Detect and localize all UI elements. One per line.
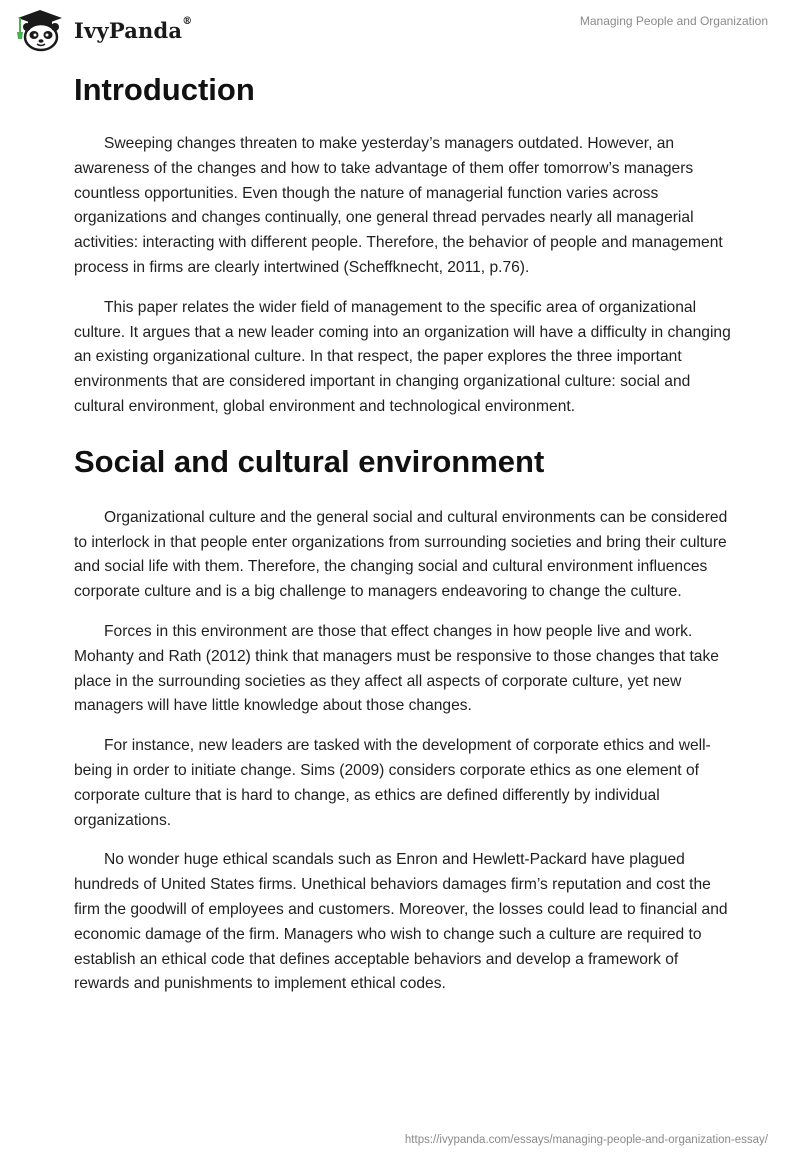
paragraph: For instance, new leaders are tasked with the development of corporate ethics and well-being in order to initiate change. Sims (2009) considers corporate ethics as one element of corporate culture that is hard to change, as ethics are defined differently by individual organizations.: [74, 737, 711, 829]
brand-name: IvyPanda®: [74, 15, 193, 43]
paragraph: No wonder huge ethical scandals such as Enron and Hewlett-Packard have plagued hundreds of United States firms. Unethical behaviors damages firm’s reputation and cost the firm the goodwill of employees and customers. Moreover, the losses could lead to financial and economic damage of the firm. Managers who wish to change such a culture are required to establish an ethical code that defines acceptable behaviors and develop a framework of rewards and punishments to implement ethical codes.: [74, 851, 728, 993]
paragraph: Organizational culture and the general social and cultural environments can be considered to interlock in that people enter organizations from surrounding societies and bring their culture and social life with them. Therefore, the changing social and cultural environment influences corporate culture and is a big challenge to managers endeavoring to change the culture.: [74, 508, 728, 601]
brand-logo[interactable]: [14, 8, 192, 52]
source-url-link[interactable]: https://ivypanda.com/essays/managing-people-and-organization-essay/: [404, 1134, 768, 1146]
page-header: [0, 0, 800, 60]
paragraph: Sweeping changes threaten to make yesterday’s managers outdated. However, an awareness of the changes and how to take advantage of them offer tomorrow’s managers countless opportunities. Even though the nature of managerial function varies across organizations and changes continually, one general thread pervades nearly all managerial activities: interacting with different people. Therefore, the behavior of people and management process in firms are clearly intertwined (Scheffknecht, 2011, p.76).: [74, 135, 723, 276]
paragraph: This paper relates the wider field of management to the specific area of organizational culture. It argues that a new leader coming into an organization will have a difficulty in changing an existing organizational culture. In that respect, the paper explores the three important environments that are considered important in changing organizational culture: social and cultural environment, global environment and technological environment.: [74, 298, 731, 415]
heading-introduction: Introduction: [74, 72, 255, 107]
running-title: Managing People and Organization: [579, 14, 768, 28]
registered-mark: ®: [182, 15, 193, 27]
essay-body: [74, 70, 734, 1012]
paragraph: Forces in this environment are those that effect changes in how people live and work. Mohanty and Rath (2012) think that managers must be responsive to those changes that take place in the surrounding societies as they affect all aspects of corporate culture, yet new managers will have little knowledge about those changes.: [74, 622, 719, 715]
heading-social-cultural-environment: Social and cultural environment: [74, 443, 545, 479]
panda-graduate-logo-icon: [14, 8, 66, 52]
